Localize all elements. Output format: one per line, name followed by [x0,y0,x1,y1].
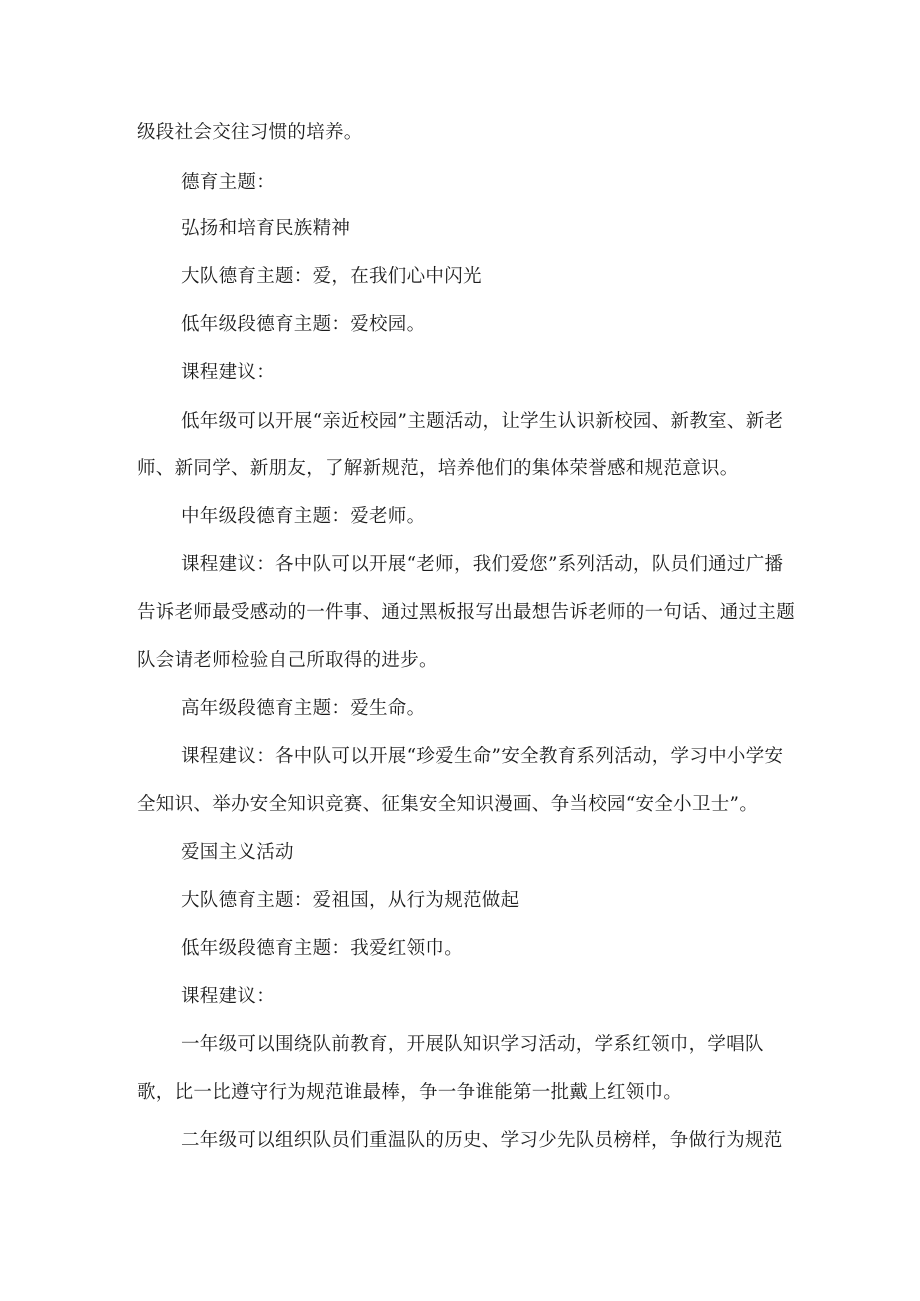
paragraph-line: 课程建议：各中队可以开展“珍爱生命”安全教育系列活动，学习中小学安 [181,746,784,767]
paragraph-line: 低年级可以开展“亲近校园”主题活动，让学生认识新校园、新教室、新老 [181,411,784,432]
theme-line: 低年级段德育主题：爱校园。 [181,314,426,335]
paragraph-line: 师、新同学、新朋友，了解新规范，培养他们的集体荣誉感和规范意识。 [137,458,739,479]
paragraph-line: 告诉老师最受感动的一件事、通过黑板报写出最想告诉老师的一句话、通过主题 [137,602,796,623]
paragraph-line: 课程建议：各中队可以开展“老师，我们爱您”系列活动，队员们通过广播 [181,554,784,575]
theme-line: 大队德育主题：爱祖国，从行为规范做起 [181,890,520,911]
theme-line: 大队德育主题：爱，在我们心中闪光 [181,266,482,287]
paragraph-line: 全知识、举办安全知识竞赛、征集安全知识漫画、争当校园“安全小卫士”。 [137,794,759,815]
theme-line: 高年级段德育主题：爱生命。 [181,698,426,719]
course-suggestion-label: 课程建议： [181,986,276,1007]
paragraph-line: 二年级可以组织队员们重温队的历史、学习少先队员榜样，争做行为规范 [181,1130,783,1151]
section-heading: 德育主题： [181,172,276,193]
section-heading: 爱国主义活动 [181,842,294,863]
text-line: 级段社会交往习惯的培养。 [137,122,363,143]
paragraph-line: 歌，比一比遵守行为规范谁最棒，争一争谁能第一批戴上红领巾。 [137,1082,683,1103]
theme-line: 低年级段德育主题：我爱红领巾。 [181,938,464,959]
section-heading: 弘扬和培育民族精神 [181,218,351,239]
paragraph-line: 队会请老师检验自己所取得的进步。 [137,650,438,671]
theme-line: 中年级段德育主题：爱老师。 [181,506,426,527]
course-suggestion-label: 课程建议： [181,362,276,383]
paragraph-line: 一年级可以围绕队前教育，开展队知识学习活动，学系红领巾，学唱队 [181,1034,764,1055]
